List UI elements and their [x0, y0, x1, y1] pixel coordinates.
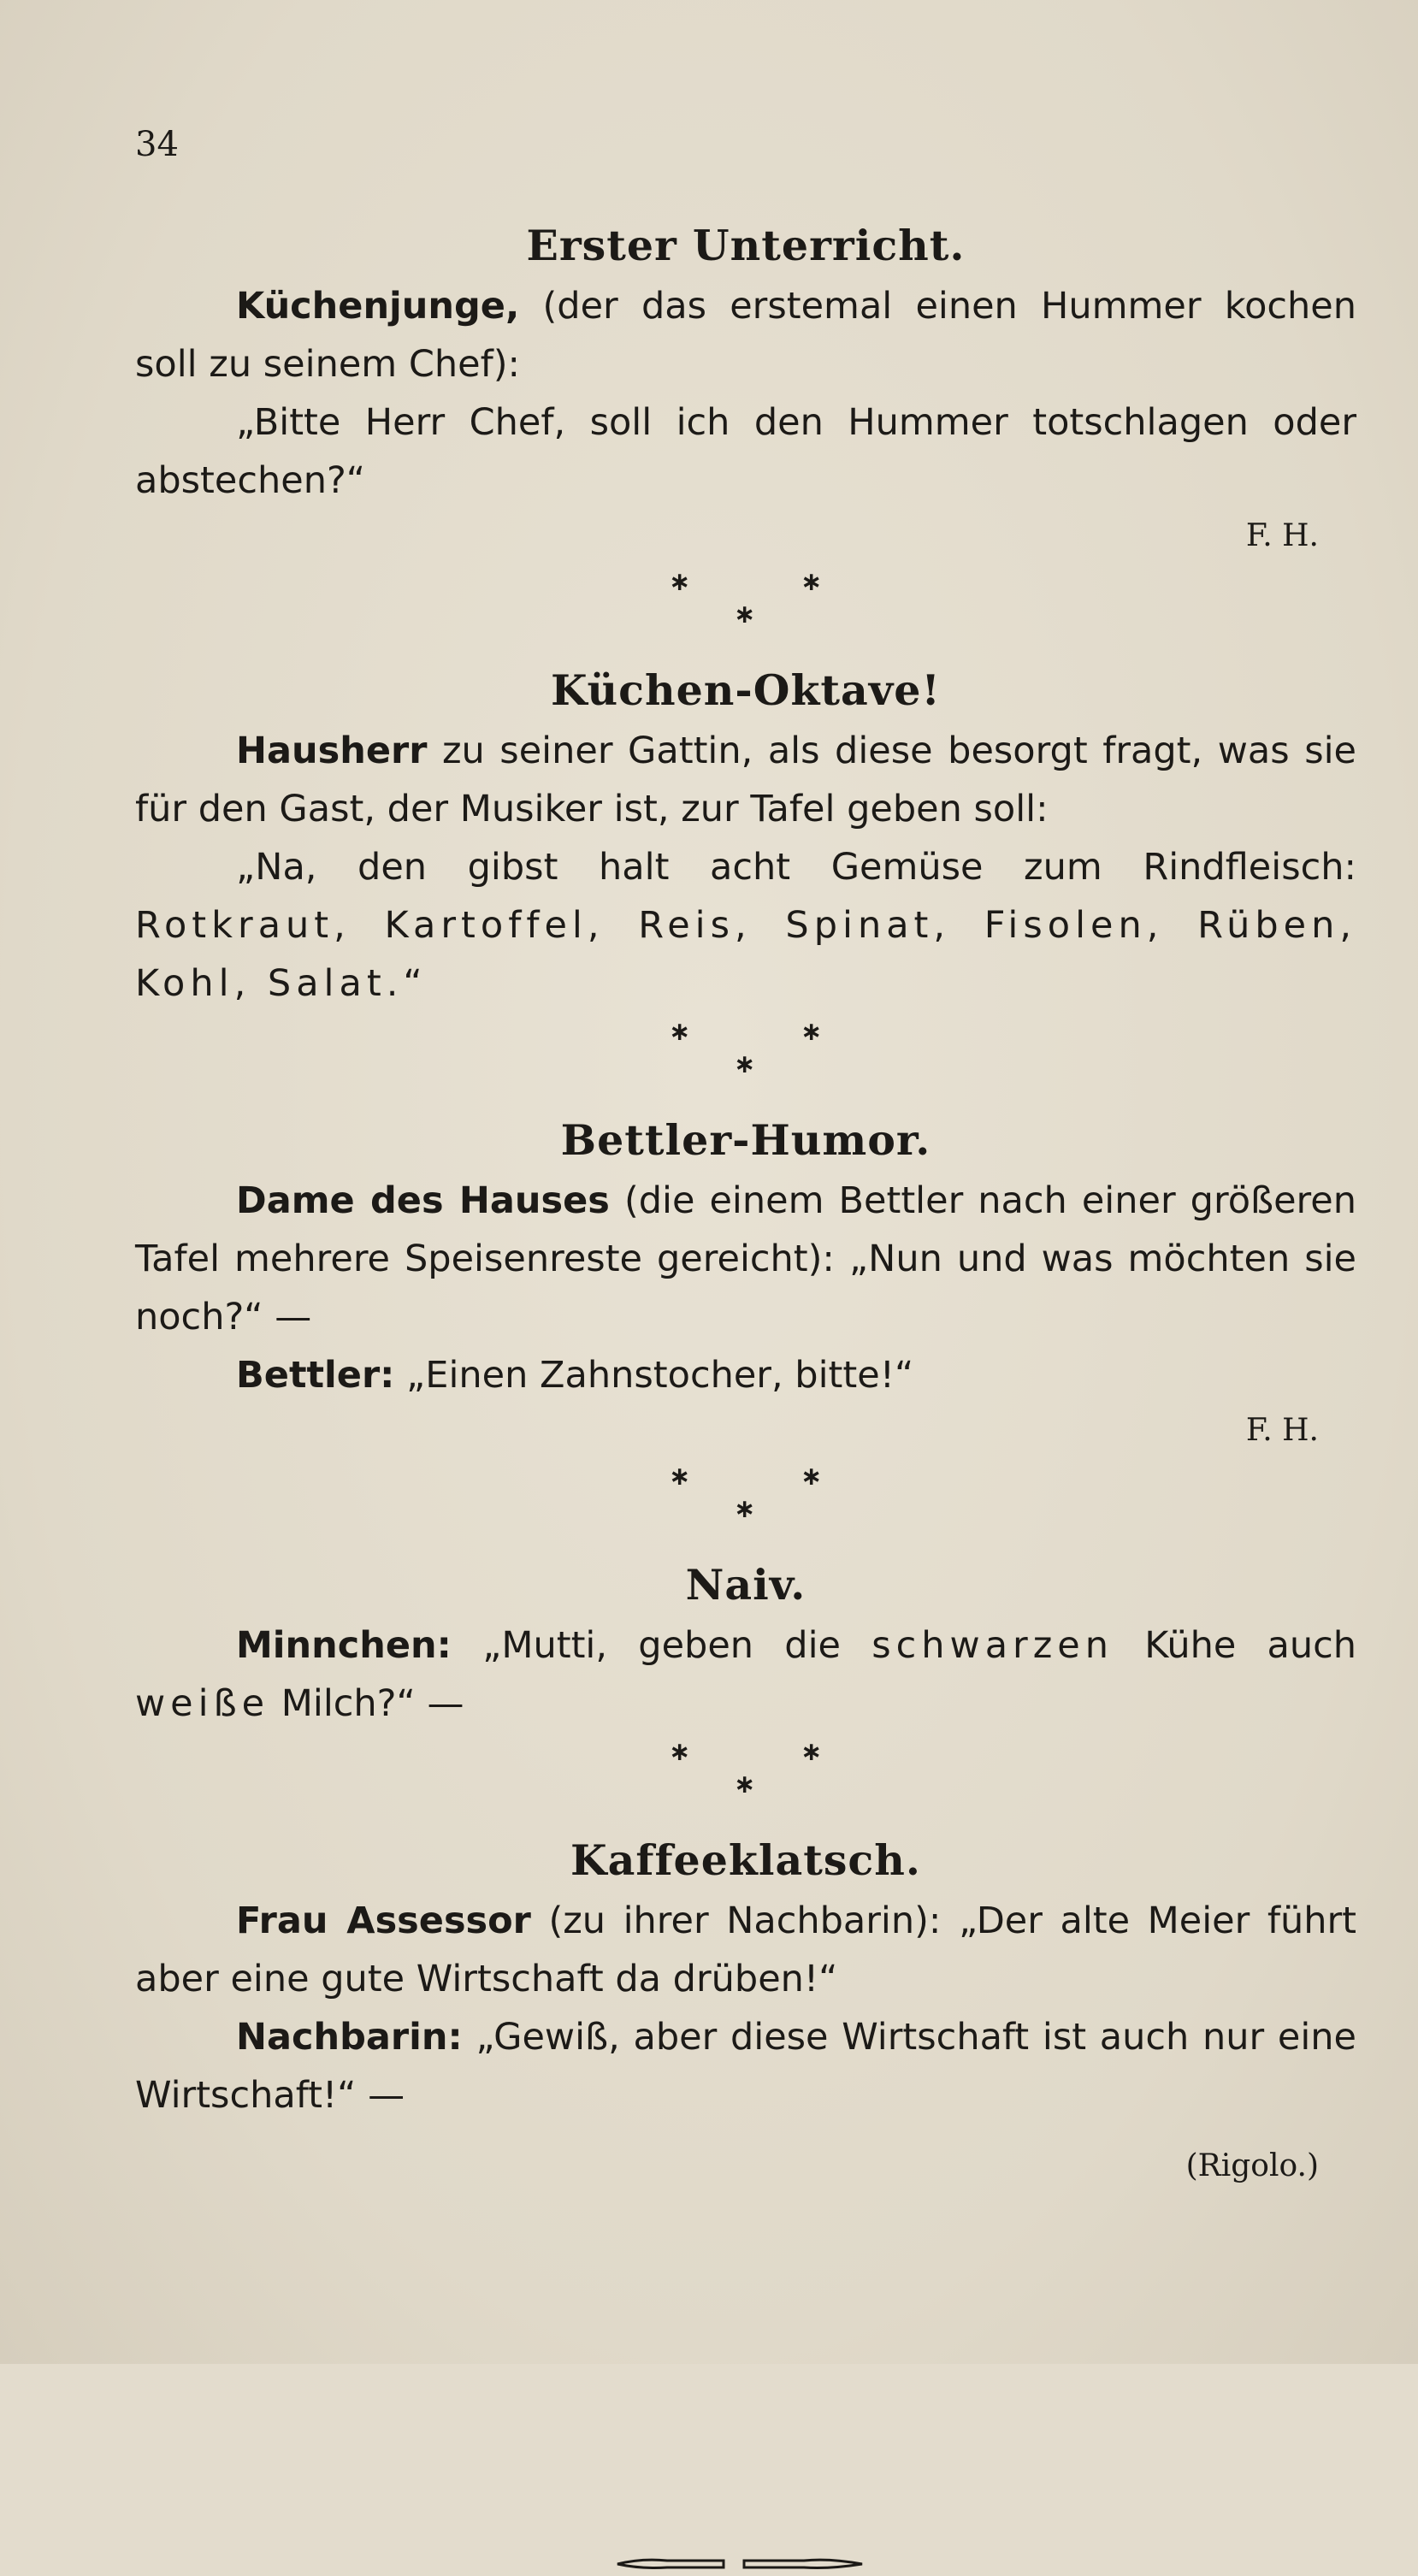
- speaker-name: Nachbarin:: [236, 2016, 463, 2059]
- article-2-quote: [135, 838, 1356, 1013]
- asterisk-icon: ∗: [669, 567, 691, 597]
- asterisk-icon: ∗: [801, 1737, 823, 1767]
- asterism-separator: [135, 563, 1356, 659]
- lead-text: (der das erstemal einen Hummer kochen soll zu seinem Chef):: [135, 285, 1356, 386]
- speaker-name: Bettler:: [236, 1354, 395, 1397]
- article-title-kaffeeklatsch: Kaffeeklatsch.: [570, 1835, 921, 1885]
- asterisk-icon: ∗: [734, 1770, 756, 1799]
- emphasis-word: schwarzen: [871, 1624, 1114, 1667]
- article-title-erster-unterricht: Erster Unterricht.: [526, 221, 966, 270]
- vegetable-list: Rotkraut, Kartoffel, Reis, Spinat, Fisolen, Rüben, Kohl, Salat.“: [135, 904, 1356, 1005]
- quote-part: Milch?“ —: [281, 1682, 464, 1725]
- asterism-separator: [135, 1733, 1356, 1829]
- asterisk-icon: ∗: [734, 1494, 756, 1524]
- emphasis-word: weiße: [135, 1682, 270, 1725]
- speaker-name: Hausherr: [236, 730, 428, 772]
- asterism-separator: [135, 1457, 1356, 1553]
- speaker-name: Minnchen:: [236, 1624, 452, 1667]
- article-5-lead: [135, 1892, 1356, 2008]
- double-rule-ornament-icon: [616, 2550, 864, 2576]
- signature: F. H.: [1245, 1413, 1319, 1448]
- page-number: 34: [135, 125, 179, 164]
- signature: (Rigolo.): [1185, 2148, 1319, 2183]
- reply-text: „Einen Zahnstocher, bitte!“: [406, 1354, 914, 1397]
- quote-intro: „Na, den gibst halt acht Gemüse zum Rindfleisch:: [236, 846, 1356, 889]
- article-1-quote: „Bitte Herr Chef, soll ich den Hummer totschlagen oder abstechen?“: [135, 401, 1356, 502]
- article-3-lead: [135, 1172, 1356, 1346]
- quote-part: Kühe auch: [1144, 1624, 1357, 1667]
- article-title-bettler-humor: Bettler-Humor.: [560, 1115, 931, 1165]
- article-5-reply: [135, 2008, 1356, 2124]
- asterisk-icon: ∗: [801, 567, 823, 597]
- speaker-name: Dame des Hauses: [236, 1179, 610, 1222]
- reply-text: „Gewiß, aber diese Wirtschaft ist auch nur eine Wirtschaft!“ —: [135, 2016, 1356, 2117]
- signature: F. H.: [1245, 518, 1319, 553]
- article-1-lead: [135, 277, 1356, 393]
- article-4-text: [135, 1616, 1356, 1733]
- lead-text: (die einem Bettler nach einer größeren Tafel mehrere Speisenreste gereicht): „Nun und was möchten sie noch?“ —: [135, 1179, 1356, 1338]
- article-title-kuechen-oktave: Küchen-Oktave!: [551, 665, 941, 715]
- article-3-reply: [135, 1346, 1356, 1404]
- lead-text: (zu ihrer Nachbarin): „Der alte Meier führt aber eine gute Wirtschaft da drüben!“: [135, 1900, 1357, 2000]
- article-title-naiv: Naiv.: [685, 1560, 806, 1610]
- asterisk-icon: ∗: [801, 1462, 823, 1492]
- asterism-separator: [135, 1013, 1356, 1108]
- quote-part: „Mutti, geben die: [482, 1624, 841, 1667]
- speaker-name: Küchenjunge,: [236, 285, 520, 328]
- asterisk-icon: ∗: [669, 1737, 691, 1767]
- asterisk-icon: ∗: [669, 1017, 691, 1047]
- asterisk-icon: ∗: [734, 1049, 756, 1079]
- article-2-lead: [135, 722, 1356, 838]
- asterisk-icon: ∗: [801, 1017, 823, 1047]
- speaker-name: Frau Assessor: [236, 1900, 531, 1942]
- asterisk-icon: ∗: [669, 1462, 691, 1492]
- lead-text: zu seiner Gattin, als diese besorgt fragt, was sie für den Gast, der Musiker ist, zur Tafel geben soll:: [135, 730, 1357, 830]
- asterisk-icon: ∗: [734, 600, 756, 629]
- page-content: [135, 214, 1356, 2193]
